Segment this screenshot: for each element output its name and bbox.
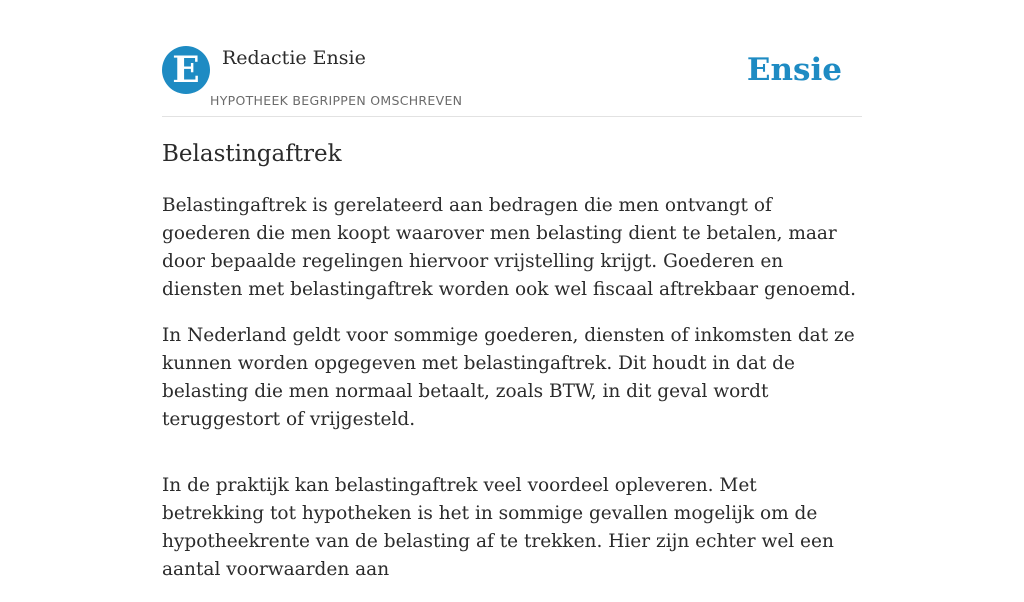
paragraph: In Nederland geldt voor sommige goederen, diensten of inkomsten dat ze kunnen worden opgegeven met belastingaftrek. Dit houdt in dat de belasting die men normaal betaalt, zoals BTW, in dit geval wordt teruggestort of vrijgesteld. bbox=[162, 325, 855, 430]
article-title: Belastingaftrek bbox=[162, 141, 342, 167]
article-body bbox=[162, 192, 862, 602]
paragraph: Belastingaftrek is gerelateerd aan bedragen die men ontvangt of goederen die men koopt waarover men belasting dient te betalen, maar door bepaalde regelingen hiervoor vrijstelling krijgt. Goederen en diensten met belastingaftrek worden ook wel fiscaal aftrekbaar genoemd. bbox=[162, 195, 857, 300]
article-header bbox=[162, 46, 862, 117]
author-avatar[interactable]: E bbox=[162, 46, 210, 94]
author-name[interactable]: Redactie Ensie bbox=[222, 47, 366, 69]
paragraph: In de praktijk kan belastingaftrek veel voordeel opleveren. Met betrekking tot hypotheken is het in sommige gevallen mogelijk om de hypotheekrente van de belasting af te trekken. Hier zijn echter wel een aantal voorwaarden aan bbox=[162, 475, 834, 580]
category-link[interactable]: HYPOTHEEK BEGRIPPEN OMSCHREVEN bbox=[210, 93, 463, 108]
ensie-logo[interactable]: Ensie bbox=[746, 52, 842, 88]
